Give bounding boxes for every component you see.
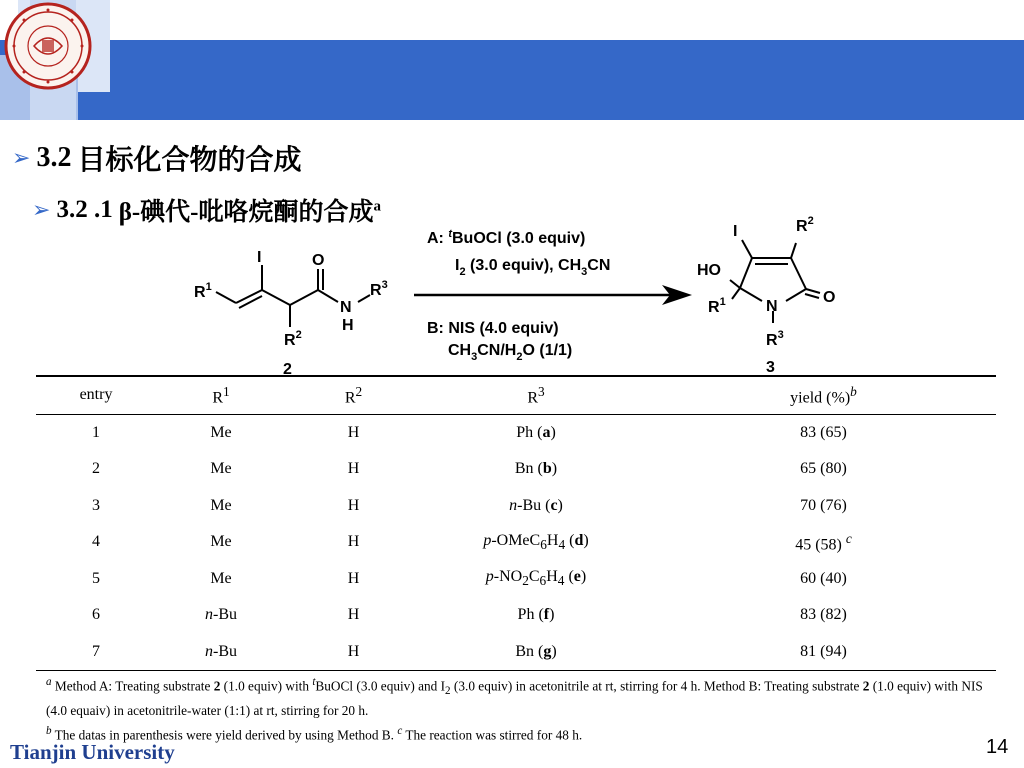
page-number: 14: [986, 736, 1009, 758]
table-row: [36, 451, 996, 488]
method-a-line2: $I_2$ (3.0 equiv), $CH_3CN$: [455, 257, 611, 278]
footer-university: Tianjin University: [10, 740, 175, 764]
entry-cell: 3: [92, 496, 100, 514]
r1-cell: Me: [210, 496, 232, 514]
r3-cell: $p-NO_2C_6H_4$ (e): [485, 568, 587, 589]
section-heading: [12, 138, 301, 178]
section-title: 目标化合物的合成: [77, 145, 302, 176]
r1-cell: Me: [210, 533, 232, 551]
yield-cell: 83 (65): [800, 423, 847, 441]
table-row: [36, 634, 996, 671]
r1-cell: Me: [210, 460, 232, 478]
reaction-scheme: [0, 215, 1024, 380]
product-oxygen-label: O: [823, 289, 836, 306]
entry-cell: 6: [92, 606, 100, 624]
header-entry: entry: [79, 386, 113, 404]
method-b-line1: B: NIS (4.0 equiv): [427, 320, 559, 337]
oxygen-label: O: [312, 252, 325, 269]
iodine-label: I: [257, 249, 262, 266]
yield-cell: 83 (82): [800, 606, 847, 624]
method-b-line2: $CH_3CN/H_2O$ (1/1): [448, 342, 573, 363]
arrow-bullet-icon: ➢: [32, 197, 51, 222]
header-r2: $R^2$: [344, 383, 363, 406]
r3-cell: $p-OMeC_6H_4$ (d): [483, 531, 589, 552]
entry-cell: 1: [92, 423, 100, 441]
product-iodine-label: I: [733, 223, 738, 240]
yield-cell: 70 (76): [800, 496, 847, 514]
yield-cell: 81 (94): [800, 642, 847, 660]
r2-cell: H: [347, 569, 360, 587]
yield-cell: 60 (40): [800, 569, 847, 587]
entry-cell: 5: [92, 569, 100, 587]
product-r1-label: $R^1$: [708, 296, 726, 316]
table-footnotes: [46, 672, 986, 746]
hydrogen-label: H: [342, 317, 354, 334]
r1-cell: n-Bu: [205, 642, 237, 660]
header-band: [0, 40, 1024, 120]
entry-cell: 4: [92, 533, 100, 551]
table-header-row: [36, 376, 996, 414]
r2-cell: H: [347, 533, 360, 551]
r3-label: $R^3$: [370, 279, 388, 299]
subsection-number: 3.2 .1: [56, 196, 113, 223]
yield-cell: 65 (80): [800, 460, 847, 478]
results-table: [36, 375, 996, 671]
r2-cell: H: [347, 460, 360, 478]
table-row: [36, 597, 996, 634]
r3-cell: Ph (f): [517, 606, 555, 624]
product-number: 3: [766, 359, 775, 376]
table-row: [36, 488, 996, 525]
r3-cell: Ph (a): [516, 423, 556, 441]
product-nitrogen-label: N: [766, 298, 778, 315]
header-yield: yield (%)$^b$: [790, 383, 857, 406]
footnote-b-c: $^b$ The datas in parenthesis were yield derived by using Method B. $^c$ The reaction was stirred for 48 h.: [46, 725, 583, 743]
header-r1: $R^1$: [212, 383, 230, 406]
footnote-a: $^a$ Method A: Treating substrate 2 (1.0 equiv) with $^t$BuOCl (3.0 equiv) and $I_2$ (3.0 equiv) in acetonitrile at rt, stirring for 4 h. Method B: Treating substrate 2 (1.0 equiv) with NIS (4.0 equaiv) in acetonitrile-water (1:1) at rt, stirring for 20 h.: [46, 676, 983, 719]
table-row: [36, 561, 996, 598]
r2-cell: H: [347, 642, 360, 660]
hydroxyl-label: HO: [697, 262, 721, 279]
nitrogen-label: N: [340, 299, 352, 316]
table-row: [36, 414, 996, 451]
r1-cell: n-Bu: [205, 606, 237, 624]
r3-cell: Bn (b): [514, 460, 558, 478]
product-r2-label: $R^2$: [796, 215, 814, 235]
r1-label: $R^1$: [194, 281, 212, 301]
table-row: [36, 524, 996, 561]
r3-cell: Bn (g): [515, 642, 557, 660]
method-a-line1: A: $^t$BuOCl (3.0 equiv): [427, 228, 586, 247]
header-r3: $R^3$: [527, 383, 545, 406]
substrate-number: 2: [283, 361, 292, 378]
section-number: 3.2: [36, 142, 72, 173]
arrow-bullet-icon: ➢: [12, 145, 31, 170]
entry-cell: 2: [92, 460, 100, 478]
r2-cell: H: [347, 606, 360, 624]
university-seal-icon: [4, 2, 92, 90]
r3-cell: n-Bu (c): [509, 496, 563, 514]
r2-cell: H: [347, 423, 360, 441]
product-r3-label: $R^3$: [766, 329, 784, 349]
entry-cell: 7: [92, 642, 100, 660]
r2-label: $R^2$: [284, 329, 302, 349]
subsection-title: β-碘代-吡咯烷酮的合成$^a$: [118, 198, 382, 226]
r1-cell: Me: [210, 569, 232, 587]
yield-cell: 45 (58) $^c$: [795, 530, 852, 553]
r1-cell: Me: [210, 423, 232, 441]
r2-cell: H: [347, 496, 360, 514]
